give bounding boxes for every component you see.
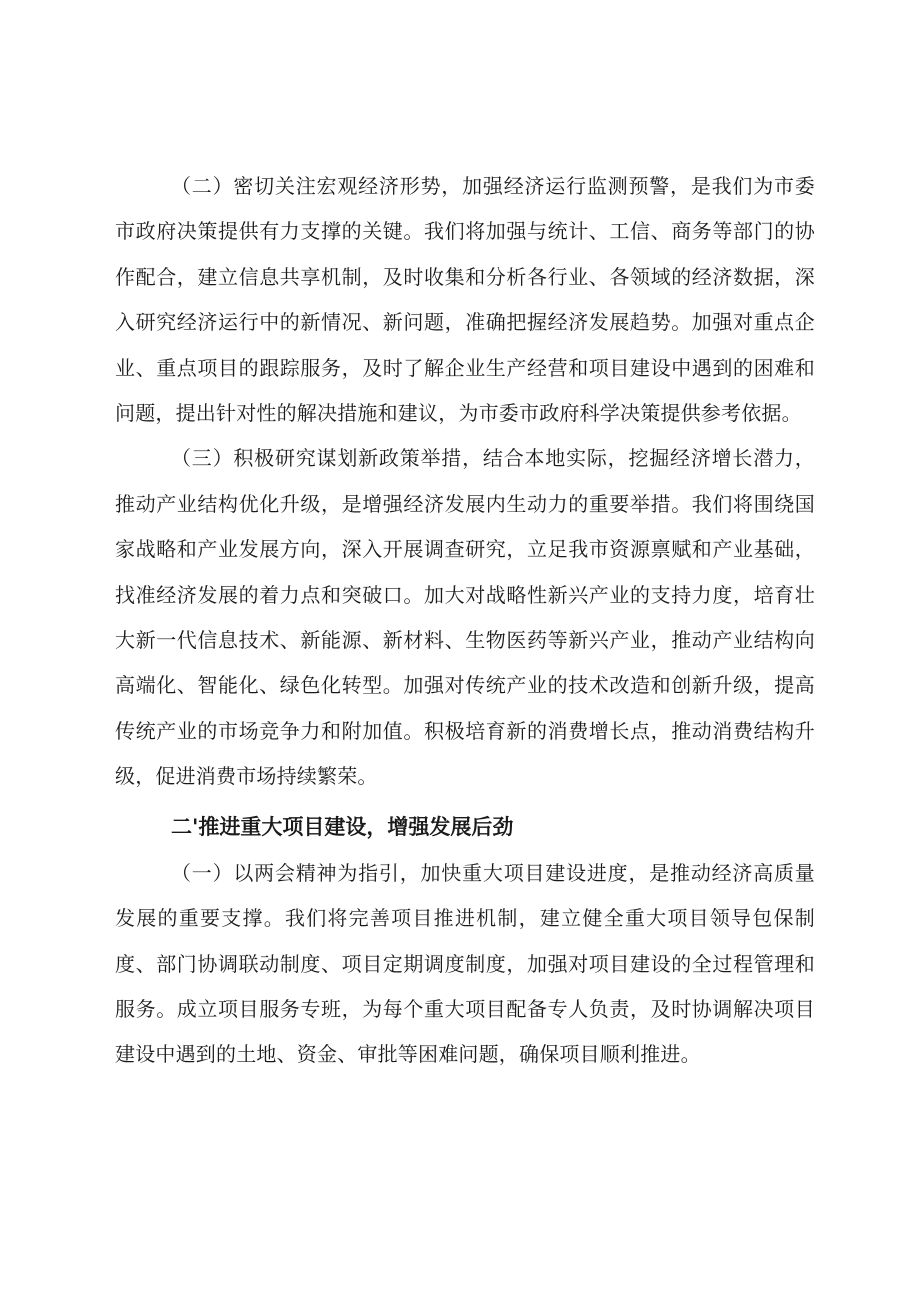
paragraph-3: （三）积极研究谋划新政策举措，结合本地实际，挖掘经济增长潜力，推动产业结构优化升级，是增强经济发展内生动力的重要举措。我们将围绕国家战略和产业发展方向，深入开展调查研究，立足我市资源禀赋和产业基础，找准经济发展的着力点和突破口。加大对战略性新兴产业的支持力度，培育壮大新一代信息技术、新能源、新材料、生物医药等新兴产业，推动产业结构向高端化、智能化、绿色化转型。加强对传统产业的技术改造和创新升级，提高传统产业的市场竞争力和附加值。积极培育新的消费增长点，推动消费结构升级，促进消费市场持续繁荣。 <box>115 446 815 789</box>
document-body <box>115 164 815 1078</box>
section-heading: 二'推进重大项目建设，增强发展后劲 <box>171 814 514 839</box>
paragraph-section-2-1: （一）以两会精神为指引，加快重大项目建设进度，是推动经济高质量发展的重要支撑。我们将完善项目推进机制，建立健全重大项目领导包保制度、部门协调联动制度、项目定期调度制度，加强对项目建设的全过程管理和服务。成立项目服务专班，为每个重大项目配备专人负责，及时协调解决项目建设中遇到的土地、资金、审批等困难问题，确保项目顺利推进。 <box>115 860 815 1067</box>
paragraph-2: （二）密切关注宏观经济形势，加强经济运行监测预警，是我们为市委市政府决策提供有力支撑的关键。我们将加强与统计、工信、商务等部门的协作配合，建立信息共享机制，及时收集和分析各行业、各领域的经济数据，深入研究经济运行中的新情况、新问题，准确把握经济发展趋势。加强对重点企业、重点项目的跟踪服务，及时了解企业生产经营和项目建设中遇到的困难和问题，提出针对性的解决措施和建议，为市委市政府科学决策提供参考依据。 <box>115 174 815 426</box>
